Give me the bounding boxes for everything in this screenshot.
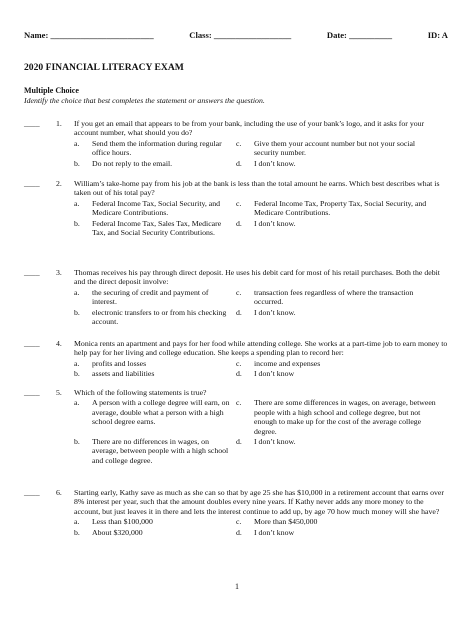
answer-blank: ____ xyxy=(24,179,40,188)
question-5 xyxy=(24,388,448,466)
question-6 xyxy=(24,488,448,538)
answer-blank: ____ xyxy=(24,268,40,277)
option-c: c. More than $450,000 xyxy=(236,517,318,527)
option-c: c. There are some differences in wages, on average, between people with a high school and college degree, but not enough to make up for the cost of the average college degree. xyxy=(236,398,436,436)
option-d: d. I don’t know xyxy=(236,527,295,537)
option-b: b. electronic transfers to or from his checking account. xyxy=(74,307,227,327)
question-number: 1. xyxy=(56,119,62,128)
question-1 xyxy=(24,119,448,169)
option-a: a. Less than $100,000 xyxy=(74,517,153,527)
answer-blank: ____ xyxy=(24,388,40,397)
section-heading: Multiple Choice xyxy=(24,86,79,95)
class-field: Class: __________________ xyxy=(189,30,292,40)
question-number: 4. xyxy=(56,339,62,348)
option-d: d. I don’t know xyxy=(236,369,295,379)
answer-blank: ____ xyxy=(24,339,40,348)
question-2 xyxy=(24,179,448,238)
option-c: c. Give them your account number but not your social security number. xyxy=(236,138,416,158)
option-a: a. A person with a college degree will earn, on average, double what a person with a high school degree earns. xyxy=(74,398,230,427)
question-stem: Which of the following statements is true? xyxy=(74,388,207,397)
question-4 xyxy=(24,339,448,380)
answer-blank: ____ xyxy=(24,488,40,497)
option-b: b. Do not reply to the email. xyxy=(74,158,173,168)
question-number: 5. xyxy=(56,388,62,397)
option-d: d. I don’t know. xyxy=(236,218,296,228)
option-c: c. Federal Income Tax, Property Tax, Social Security, and Medicare Contributions. xyxy=(236,198,427,218)
option-b: b. There are no differences in wages, on average, between people with a high school and college degree. xyxy=(74,437,229,465)
option-b: b. assets and liabilities xyxy=(74,369,155,379)
option-a: a. the securing of credit and payment of interest. xyxy=(74,287,209,307)
option-a: a. Send them the information during regular office hours. xyxy=(74,138,222,158)
option-c: c. transaction fees regardless of where the transaction occurred. xyxy=(236,287,414,307)
question-stem: William’s take-home pay from his job at the bank is less than the total amount he earns. Which best describes what is taken out of his total pay? xyxy=(74,179,440,198)
exam-title: 2020 FINANCIAL LITERACY EXAM xyxy=(24,62,184,73)
option-c: c. income and expenses xyxy=(236,358,321,368)
option-b: b. Federal Income Tax, Sales Tax, Medicare Tax, and Social Security Contributions. xyxy=(74,218,222,238)
question-stem: Starting early, Kathy save as much as she can so that by age 25 she has $10,000 in a retirement account that earns over 8% interest per year, such that the amount doubles every nine years. If Kathy never adds any more money to the account, but just leaves it in there and lets the interest continue to add up, by age 70 how much money will she have? xyxy=(74,488,444,516)
option-a: a. profits and losses xyxy=(74,358,147,368)
option-d: d. I don’t know. xyxy=(236,307,296,317)
id-field: ID: A xyxy=(427,30,448,40)
question-number: 2. xyxy=(56,179,62,188)
option-d: d. I don’t know. xyxy=(236,158,296,168)
date-field: Date: __________ xyxy=(326,30,393,40)
option-d: d. I don’t know. xyxy=(236,437,296,447)
option-b: b. About $320,000 xyxy=(74,527,143,537)
question-stem: Monica rents an apartment and pays for her food while attending college. She works at a part-time job to earn money to help pay for her living and college education. She keeps a spending plan to record her: xyxy=(74,339,448,358)
option-a: a. Federal Income Tax, Social Security, and Medicare Contributions. xyxy=(74,198,221,218)
instructions: Identify the choice that best completes the statement or answers the question. xyxy=(24,96,265,105)
question-number: 3. xyxy=(56,268,62,277)
header xyxy=(24,30,448,40)
question-3 xyxy=(24,268,448,327)
page-number: 1 xyxy=(235,582,239,591)
answer-blank: ____ xyxy=(24,119,40,128)
question-stem: Thomas receives his pay through direct deposit. He uses his debit card for most of his retail purchases. Both the debit and the direct deposit involve: xyxy=(74,268,440,287)
name-field: Name: ________________________ xyxy=(24,30,154,40)
question-number: 6. xyxy=(56,488,62,497)
question-stem: If you get an email that appears to be from your bank, including the use of your bank’s logo, and it asks for your account number, what should you do? xyxy=(74,119,425,138)
